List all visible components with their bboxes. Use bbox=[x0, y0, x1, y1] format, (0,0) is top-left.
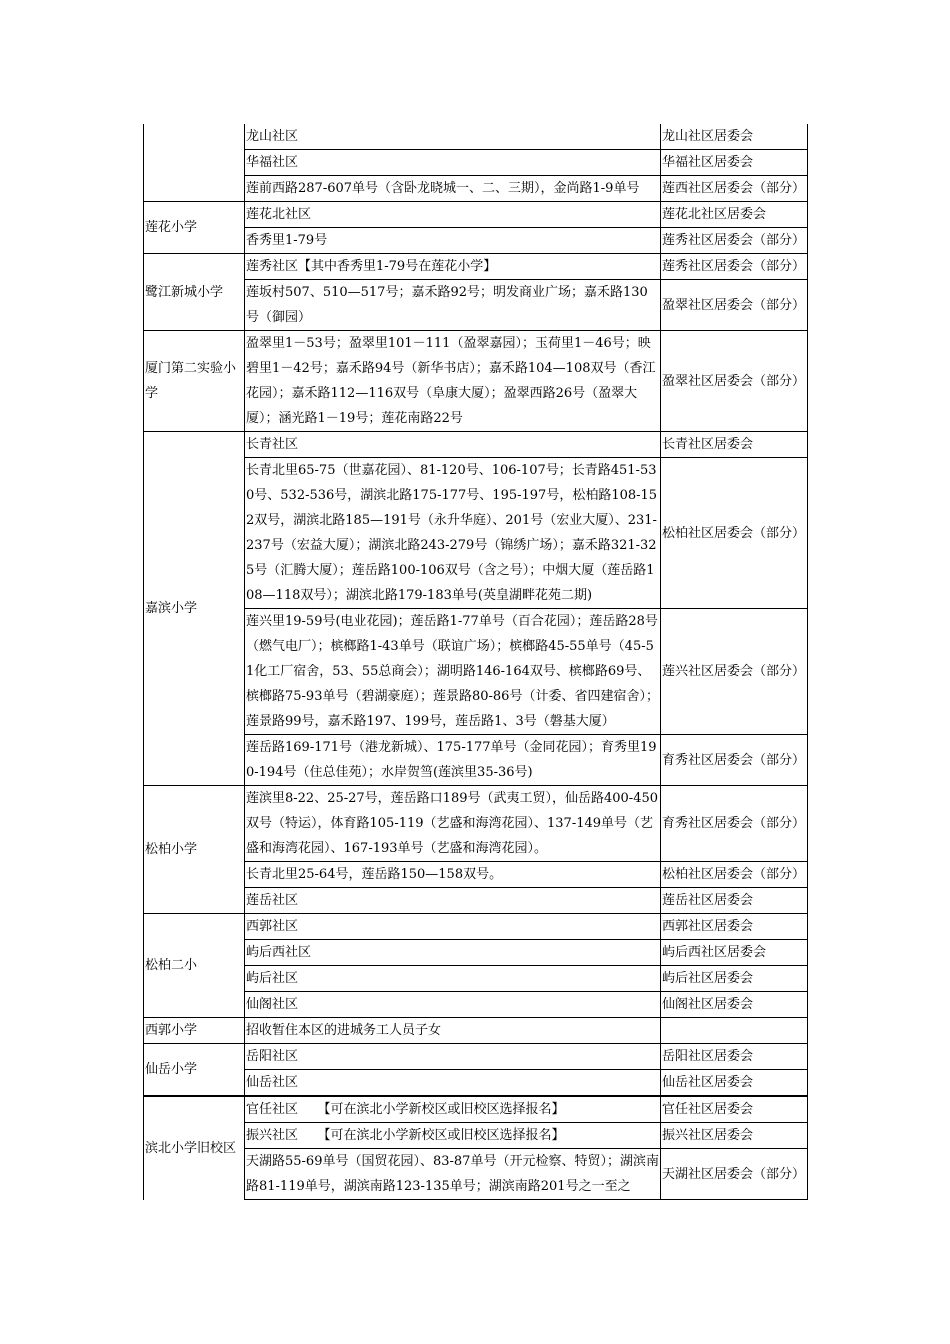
area-cell: 屿后西社区 bbox=[245, 940, 661, 966]
area-cell: 香秀里1-79号 bbox=[245, 228, 661, 254]
committee-cell: 莲西社区居委会（部分） bbox=[661, 176, 808, 202]
area-cell: 招收暂住本区的进城务工人员子女 bbox=[245, 1018, 661, 1044]
committee-cell: 莲秀社区居委会（部分） bbox=[661, 228, 808, 254]
table-row bbox=[144, 1018, 808, 1044]
area-cell: 仙岳社区 bbox=[245, 1070, 661, 1097]
area-cell: 莲滨里8-22、25-27号，莲岳路口189号（武夷工贸），仙岳路400-450双号（特运），体育路105-119（艺盛和海湾花园）、137-149单号（艺盛和海湾花园）、167-193单号（艺盛和海湾花园）。 bbox=[245, 786, 661, 862]
area-cell: 华福社区 bbox=[245, 150, 661, 176]
committee-cell: 天湖社区居委会（部分） bbox=[661, 1149, 808, 1200]
committee-cell: 育秀社区居委会（部分） bbox=[661, 786, 808, 862]
area-cell: 莲秀社区【其中香秀里1-79号在莲花小学】 bbox=[245, 254, 661, 280]
table-row bbox=[144, 331, 808, 432]
committee-cell: 盈翠社区居委会（部分） bbox=[661, 331, 808, 432]
area-cell: 莲花北社区 bbox=[245, 202, 661, 228]
area-cell: 振兴社区 【可在滨北小学新校区或旧校区选择报名】 bbox=[245, 1123, 661, 1149]
area-cell: 盈翠里1－53号；盈翠里101－111（盈翠嘉园）；玉荷里1－46号；映碧里1－42号；嘉禾路94号（新华书店）；嘉禾路104—108双号（香江花园）；嘉禾路112—116双号（阜康大厦）；盈翠西路26号（盈翠大厦）；涵光路1－19号；莲花南路22号 bbox=[245, 331, 661, 432]
school-name-cell: 西郭小学 bbox=[144, 1018, 245, 1044]
committee-cell: 屿后社区居委会 bbox=[661, 966, 808, 992]
committee-cell: 松柏社区居委会（部分） bbox=[661, 862, 808, 888]
school-name-cell: 莲花小学 bbox=[144, 202, 245, 254]
area-cell: 长青北里65-75（世嘉花园）、81-120号、106-107号；长青路451-530号、532-536号，湖滨北路175-177号、195-197号，松柏路108-152双号，湖滨北路185—191号（永升华庭）、201号（宏业大厦）、231-237号（宏益大厦）；湖滨北路243-279号（锦绣广场）；嘉禾路321-325号（汇腾大厦）；莲岳路100-106双号（含之号）；中烟大厦（莲岳路108—118双号）；湖滨北路179-183单号(英皇湖畔花苑二期) bbox=[245, 458, 661, 609]
school-name-cell: 厦门第二实验小学 bbox=[144, 331, 245, 432]
school-district-table bbox=[143, 124, 808, 1200]
area-cell: 官任社区 【可在滨北小学新校区或旧校区选择报名】 bbox=[245, 1096, 661, 1123]
committee-cell bbox=[661, 1018, 808, 1044]
area-cell: 西郭社区 bbox=[245, 914, 661, 940]
school-name-cell: 松柏小学 bbox=[144, 786, 245, 914]
table-row bbox=[144, 914, 808, 940]
table-row bbox=[144, 202, 808, 228]
committee-cell: 育秀社区居委会（部分） bbox=[661, 735, 808, 786]
area-cell: 天湖路55-69单号（国贸花园）、83-87单号（开元检察、特贸）；湖滨南路81-119单号，湖滨南路123-135单号；湖滨南路201号之一至之 bbox=[245, 1149, 661, 1200]
school-name-cell: 鹭江新城小学 bbox=[144, 254, 245, 331]
area-cell: 长青社区 bbox=[245, 432, 661, 458]
table-body bbox=[144, 124, 808, 1200]
table-row bbox=[144, 124, 808, 150]
committee-cell: 盈翠社区居委会（部分） bbox=[661, 280, 808, 331]
committee-cell: 莲岳社区居委会 bbox=[661, 888, 808, 914]
committee-cell: 岳阳社区居委会 bbox=[661, 1044, 808, 1070]
document-page bbox=[143, 124, 807, 1200]
committee-cell: 莲秀社区居委会（部分） bbox=[661, 254, 808, 280]
area-cell: 莲坂村507、510—517号；嘉禾路92号；明发商业广场；嘉禾路130号（御园） bbox=[245, 280, 661, 331]
committee-cell: 莲花北社区居委会 bbox=[661, 202, 808, 228]
table-row bbox=[144, 432, 808, 458]
committee-cell: 官任社区居委会 bbox=[661, 1096, 808, 1123]
committee-cell: 屿后西社区居委会 bbox=[661, 940, 808, 966]
area-cell: 岳阳社区 bbox=[245, 1044, 661, 1070]
area-cell: 屿后社区 bbox=[245, 966, 661, 992]
area-cell: 莲前西路287-607单号（含卧龙晓城一、二、三期），金尚路1-9单号 bbox=[245, 176, 661, 202]
table-row bbox=[144, 786, 808, 862]
committee-cell: 仙阁社区居委会 bbox=[661, 992, 808, 1018]
school-name-cell: 仙岳小学 bbox=[144, 1044, 245, 1097]
area-cell: 莲岳社区 bbox=[245, 888, 661, 914]
area-cell: 莲兴里19-59号(电业花园)；莲岳路1-77单号（百合花园）；莲岳路28号（燃气电厂）；槟榔路1-43单号（联谊广场）；槟榔路45-55单号（45-51化工厂宿舍，53、55总商会）；湖明路146-164双号、槟榔路69号、槟榔路75-93单号（碧湖豪庭）；莲景路80-86号（计委、省四建宿舍）；莲景路99号，嘉禾路197、199号，莲岳路1、3号（磐基大厦） bbox=[245, 609, 661, 735]
table-row bbox=[144, 1044, 808, 1070]
school-name-cell: 滨北小学旧校区 bbox=[144, 1096, 245, 1200]
area-cell: 长青北里25-64号，莲岳路150—158双号。 bbox=[245, 862, 661, 888]
committee-cell: 松柏社区居委会（部分） bbox=[661, 458, 808, 609]
committee-cell: 华福社区居委会 bbox=[661, 150, 808, 176]
committee-cell: 仙岳社区居委会 bbox=[661, 1070, 808, 1097]
area-cell: 仙阁社区 bbox=[245, 992, 661, 1018]
committee-cell: 莲兴社区居委会（部分） bbox=[661, 609, 808, 735]
table-row bbox=[144, 254, 808, 280]
school-name-cell bbox=[144, 124, 245, 202]
area-cell: 莲岳路169-171号（港龙新城）、175-177单号（金同花园）；育秀里190-194号（住总佳苑）；水岸贺筜(莲滨里35-36号) bbox=[245, 735, 661, 786]
committee-cell: 振兴社区居委会 bbox=[661, 1123, 808, 1149]
school-name-cell: 松柏二小 bbox=[144, 914, 245, 1018]
area-cell: 龙山社区 bbox=[245, 124, 661, 150]
table-row bbox=[144, 1096, 808, 1123]
school-name-cell: 嘉滨小学 bbox=[144, 432, 245, 786]
committee-cell: 龙山社区居委会 bbox=[661, 124, 808, 150]
committee-cell: 西郭社区居委会 bbox=[661, 914, 808, 940]
committee-cell: 长青社区居委会 bbox=[661, 432, 808, 458]
